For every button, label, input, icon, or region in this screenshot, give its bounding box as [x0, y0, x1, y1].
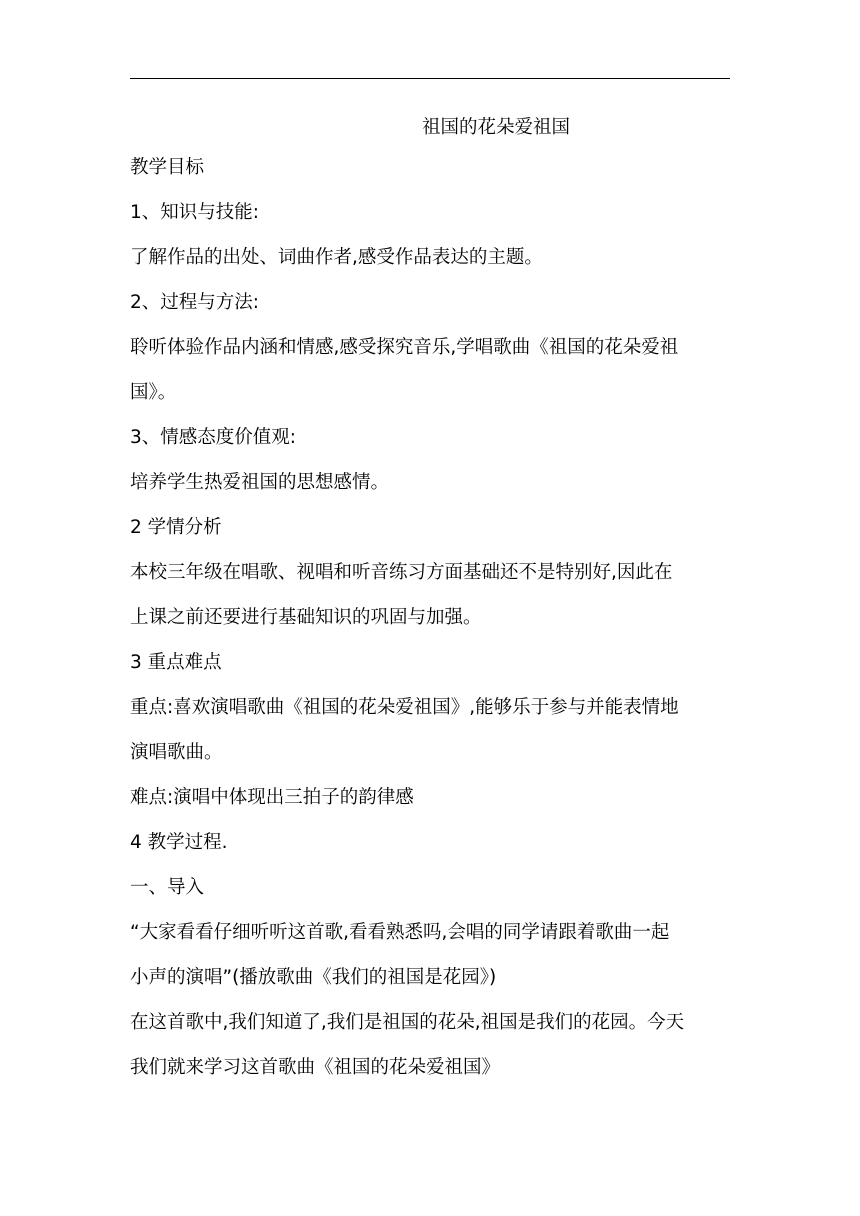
- paragraph-quote: [130, 913, 730, 998]
- objective-heading-process: 2、过程与方法:: [130, 292, 260, 313]
- difficulty-text: 难点:演唱中体现出三拍子的韵律感: [130, 787, 414, 808]
- objective-text-attitude: 培养学生热爱祖国的思想感情。: [130, 472, 390, 493]
- paragraph-line: 聆听体验作品内涵和情感,感受探究音乐,学唱歌曲《祖国的花朵爱祖: [130, 337, 679, 358]
- paragraph-line: 在这首歌中,我们知道了,我们是祖国的花朵,祖国是我们的花园。今天: [130, 1012, 685, 1033]
- subsection-heading-intro: 一、导入: [130, 877, 205, 898]
- paragraph-line: 我们就来学习这首歌曲《祖国的花朵爱祖国》: [130, 1057, 501, 1078]
- paragraph-line: 小声的演唱”(播放歌曲《我们的祖国是花园》): [130, 967, 497, 988]
- paragraph-key-point: [130, 688, 730, 773]
- paragraph-line: 上课之前还要进行基础知识的巩固与加强。: [130, 607, 482, 628]
- document-body: [130, 108, 730, 1093]
- document-title: 祖国的花朵爱祖国: [422, 117, 571, 138]
- section-heading-process: 4 教学过程.: [130, 832, 228, 853]
- section-heading-key-points: 3 重点难点: [130, 652, 222, 673]
- paragraph-listen: [130, 328, 730, 413]
- paragraph-school: [130, 553, 730, 638]
- paragraph-line: 国》。: [130, 382, 177, 403]
- paragraph-line: 演唱歌曲。: [130, 742, 223, 763]
- objective-text-knowledge: 了解作品的出处、词曲作者,感受作品表达的主题。: [130, 247, 543, 268]
- section-heading-analysis: 2 学情分析: [130, 517, 222, 538]
- header-rule: [130, 78, 730, 79]
- paragraph-today: [130, 1003, 730, 1088]
- paragraph-line: 本校三年级在唱歌、视唱和听音练习方面基础还不是特别好,因此在: [130, 562, 673, 583]
- objective-heading-knowledge: 1、知识与技能:: [130, 202, 260, 223]
- objective-heading-attitude: 3、情感态度价值观:: [130, 427, 297, 448]
- paragraph-line: “大家看看仔细听听这首歌,看看熟悉吗,会唱的同学请跟着歌曲一起: [130, 922, 670, 943]
- section-heading-objectives: 教学目标: [130, 157, 205, 178]
- paragraph-line: 重点:喜欢演唱歌曲《祖国的花朵爱祖国》,能够乐于参与并能表情地: [130, 697, 679, 718]
